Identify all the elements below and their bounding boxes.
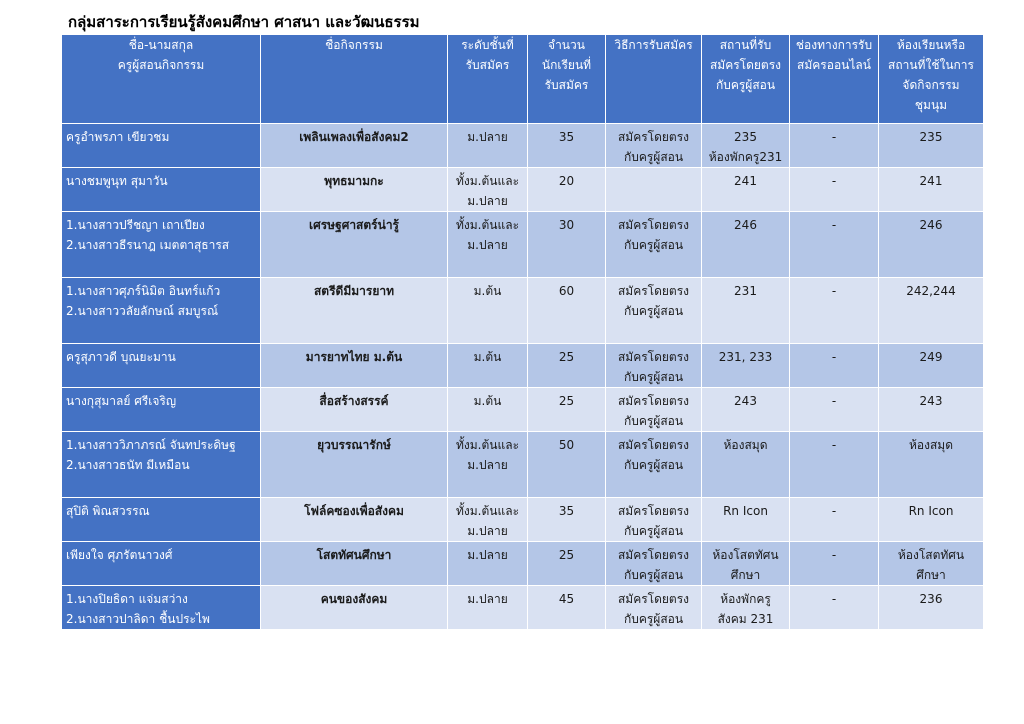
level-cell-line: ม.ต้น [473,350,502,364]
method-cell-line: กับครูผู้สอน [623,568,684,582]
activity-cell: มารยาทไทย ม.ต้น [261,344,448,388]
table-row [62,388,984,432]
room-cell-line: 246 [919,218,943,232]
method-cell [606,344,702,388]
header-line: สถานที่รับ [719,38,772,52]
method-cell-line: กับครูผู้สอน [623,612,684,626]
header-line: จัดกิจกรรม [902,78,960,92]
level-cell [448,278,528,344]
header-method [606,35,702,124]
level-cell-line: ทั้งม.ต้นและ [455,174,520,188]
header-line: สถานที่ใช้ในการ [888,58,974,72]
page-title: กลุ่มสาระการเรียนรู้สังคมศึกษา ศาสนา และวัฒนธรรม [68,13,420,31]
level-cell [448,542,528,586]
teacher-cell [62,212,261,278]
level-cell [448,168,528,212]
header-line: กับครูผู้สอน [715,78,776,92]
method-cell-line: กับครูผู้สอน [623,304,684,318]
online-cell: - [790,212,879,278]
club-activity-table [61,34,984,630]
online-cell: - [790,498,879,542]
teacher-cell-line: นางชมพูนุท สุมาวัน [66,174,168,188]
header-room [879,35,984,124]
count-cell: 50 [528,432,606,498]
teacher-cell [62,432,261,498]
count-cell: 20 [528,168,606,212]
room-cell-line: 242,244 [906,284,956,298]
header-online [790,35,879,124]
method-cell [606,388,702,432]
place-cell-line: 231 [734,284,757,298]
place-cell-line: Rn Icon [723,504,768,518]
room-cell-line: ห้องสมุด [908,438,953,452]
room-cell [879,586,984,630]
table-header-row [62,35,984,124]
header-line: ชุมนุม [914,98,948,112]
method-cell [606,212,702,278]
activity-cell: โสตทัศนศึกษา [261,542,448,586]
activity-cell: เศรษฐศาสตร์น่ารู้ [261,212,448,278]
place-cell [702,344,790,388]
method-cell [606,498,702,542]
method-cell-line: สมัครโดยตรง [617,548,690,562]
level-cell-line: ม.ปลาย [467,458,508,472]
teacher-cell [62,278,261,344]
teacher-cell-line: 1.นางสาวศุภร์นิมิต อินทร์แก้ว [66,284,221,298]
table-row [62,586,984,630]
header-activity [261,35,448,124]
header-line: สมัครโดยตรง [709,58,782,72]
table-row [62,124,984,168]
count-cell: 25 [528,388,606,432]
room-cell [879,168,984,212]
level-cell [448,212,528,278]
teacher-cell [62,586,261,630]
place-cell [702,542,790,586]
teacher-cell-line: นางกุสุมาลย์ ศรีเจริญ [66,394,177,408]
teacher-cell-line: 1.นางสาววิภาภรณ์ จันทประดิษฐ [66,438,236,452]
teacher-cell [62,124,261,168]
activity-cell: สื่อสร้างสรรค์ [261,388,448,432]
room-cell [879,498,984,542]
place-cell [702,498,790,542]
level-cell [448,124,528,168]
place-cell [702,278,790,344]
room-cell-line: Rn Icon [908,504,954,518]
method-cell-line: สมัครโดยตรง [617,130,690,144]
header-count [528,35,606,124]
room-cell-line: 236 [919,592,943,606]
method-cell-line: สมัครโดยตรง [617,218,690,232]
room-cell-line: 241 [919,174,943,188]
teacher-cell-line: สุปิติ พิณสวรรณ [66,504,150,518]
teacher-cell-line: ครูสุภาวดี บุณยะมาน [66,350,176,364]
header-line: ช่องทางการรับ [795,38,873,52]
method-cell-line: สมัครโดยตรง [617,438,690,452]
activity-cell: โฟล์คซองเพื่อสังคม [261,498,448,542]
teacher-cell-line: 2.นางสาววลัยลักษณ์ สมบูรณ์ [66,304,219,318]
activity-cell: ยุวบรรณารักษ์ [261,432,448,498]
method-cell [606,542,702,586]
room-cell-line: ห้องโสตทัศน [897,548,965,562]
method-cell [606,278,702,344]
count-cell: 25 [528,542,606,586]
header-line: ระดับชั้นที่ [461,38,514,52]
table-body [62,124,984,630]
teacher-cell [62,498,261,542]
teacher-cell [62,388,261,432]
teacher-cell-line: 1.นางสาวปรีชญา เถาเปียง [66,218,205,232]
teacher-cell-line: 2.นางสาวธนัท มีเหมือน [66,458,190,472]
level-cell-line: ม.ปลาย [467,548,508,562]
header-line: ห้องเรียนหรือ [896,38,966,52]
teacher-cell-line: 2.นางสาวปาลิดา ชื้นประไพ [66,612,210,626]
place-cell [702,212,790,278]
place-cell [702,124,790,168]
online-cell: - [790,388,879,432]
place-cell-line: ศึกษา [730,568,761,582]
header-teacher [62,35,261,124]
place-cell-line: ห้องสมุด [723,438,768,452]
method-cell-line: สมัครโดยตรง [617,504,690,518]
place-cell [702,168,790,212]
header-line: สมัครออนไลน์ [797,58,871,72]
header-line: นักเรียนที่ [541,58,592,72]
level-cell-line: ม.ต้น [473,394,502,408]
activity-cell: สตรีดีมีมารยาท [261,278,448,344]
header-line: ครูผู้สอนกิจกรรม [117,58,205,72]
place-cell-line: 243 [734,394,757,408]
place-cell-line: ห้องพักครู [720,592,771,606]
level-cell-line: ม.ปลาย [467,238,508,252]
place-cell-line: สังคม 231 [717,612,774,626]
count-cell: 30 [528,212,606,278]
online-cell: - [790,344,879,388]
room-cell [879,278,984,344]
level-cell-line: ทั้งม.ต้นและ [455,218,520,232]
online-cell: - [790,586,879,630]
teacher-cell-line: เพียงใจ ศุภรัตนาวงศ์ [66,548,173,562]
teacher-cell [62,542,261,586]
level-cell-line: ม.ปลาย [467,592,508,606]
teacher-cell-line: ครูอำพรภา เขียวชม [66,130,170,144]
method-cell-line: สมัครโดยตรง [617,350,690,364]
level-cell-line: ม.ปลาย [467,194,508,208]
room-cell-line: ศึกษา [916,568,946,582]
online-cell: - [790,432,879,498]
header-line: ชื่อกิจกรรม [325,38,383,52]
online-cell: - [790,278,879,344]
method-cell-line: สมัครโดยตรง [617,592,690,606]
header-line: ชื่อ-นามสกุล [128,38,194,52]
level-cell-line: ม.ต้น [473,284,502,298]
method-cell [606,168,702,212]
place-cell-line: 241 [734,174,757,188]
method-cell-line: กับครูผู้สอน [623,524,684,538]
online-cell: - [790,124,879,168]
room-cell [879,388,984,432]
table-row [62,212,984,278]
table-row [62,168,984,212]
teacher-cell-line: 2.นางสาวธีรนาฎ เมตตาสุธารส [66,238,230,252]
count-cell: 60 [528,278,606,344]
online-cell: - [790,168,879,212]
level-cell [448,586,528,630]
place-cell-line: 235 [734,130,757,144]
room-cell-line: 235 [919,130,943,144]
level-cell [448,498,528,542]
method-cell-line: กับครูผู้สอน [623,370,684,384]
room-cell [879,212,984,278]
place-cell-line: ห้องโสตทัศน [712,548,779,562]
place-cell-line: 246 [734,218,757,232]
level-cell-line: ทั้งม.ต้นและ [455,438,520,452]
room-cell [879,432,984,498]
level-cell-line: ม.ปลาย [467,524,508,538]
count-cell: 35 [528,498,606,542]
level-cell-line: ทั้งม.ต้นและ [455,504,520,518]
room-cell-line: 249 [919,350,943,364]
table-row [62,344,984,388]
method-cell-line: กับครูผู้สอน [623,150,684,164]
teacher-cell [62,344,261,388]
header-level [448,35,528,124]
method-cell [606,124,702,168]
place-cell [702,388,790,432]
place-cell [702,586,790,630]
room-cell [879,124,984,168]
activity-cell: พุทธมามกะ [261,168,448,212]
table-row [62,498,984,542]
teacher-cell [62,168,261,212]
level-cell-line: ม.ปลาย [467,130,508,144]
count-cell: 25 [528,344,606,388]
place-cell [702,432,790,498]
teacher-cell-line: 1.นางปิยธิดา แจ่มสว่าง [66,592,188,606]
header-line: จำนวน [548,38,585,52]
place-cell-line: 231, 233 [718,350,773,364]
count-cell: 35 [528,124,606,168]
header-line: รับสมัคร [465,58,510,72]
table-row [62,278,984,344]
table-row [62,432,984,498]
header-line: รับสมัคร [544,78,589,92]
method-cell [606,586,702,630]
room-cell [879,344,984,388]
level-cell [448,432,528,498]
method-cell-line: สมัครโดยตรง [617,284,690,298]
activity-cell: เพลินเพลงเพื่อสังคม2 [261,124,448,168]
online-cell: - [790,542,879,586]
place-cell-line: ห้องพักครู231 [708,150,783,164]
activity-cell: คนของสังคม [261,586,448,630]
level-cell [448,344,528,388]
room-cell-line: 243 [919,394,943,408]
table-row [62,542,984,586]
header-place [702,35,790,124]
count-cell: 45 [528,586,606,630]
header-line: วิธีการรับสมัคร [614,38,693,52]
method-cell [606,432,702,498]
method-cell-line: กับครูผู้สอน [623,238,684,252]
room-cell [879,542,984,586]
method-cell-line: กับครูผู้สอน [623,458,684,472]
method-cell-line: กับครูผู้สอน [623,414,684,428]
method-cell-line: สมัครโดยตรง [617,394,690,408]
level-cell [448,388,528,432]
